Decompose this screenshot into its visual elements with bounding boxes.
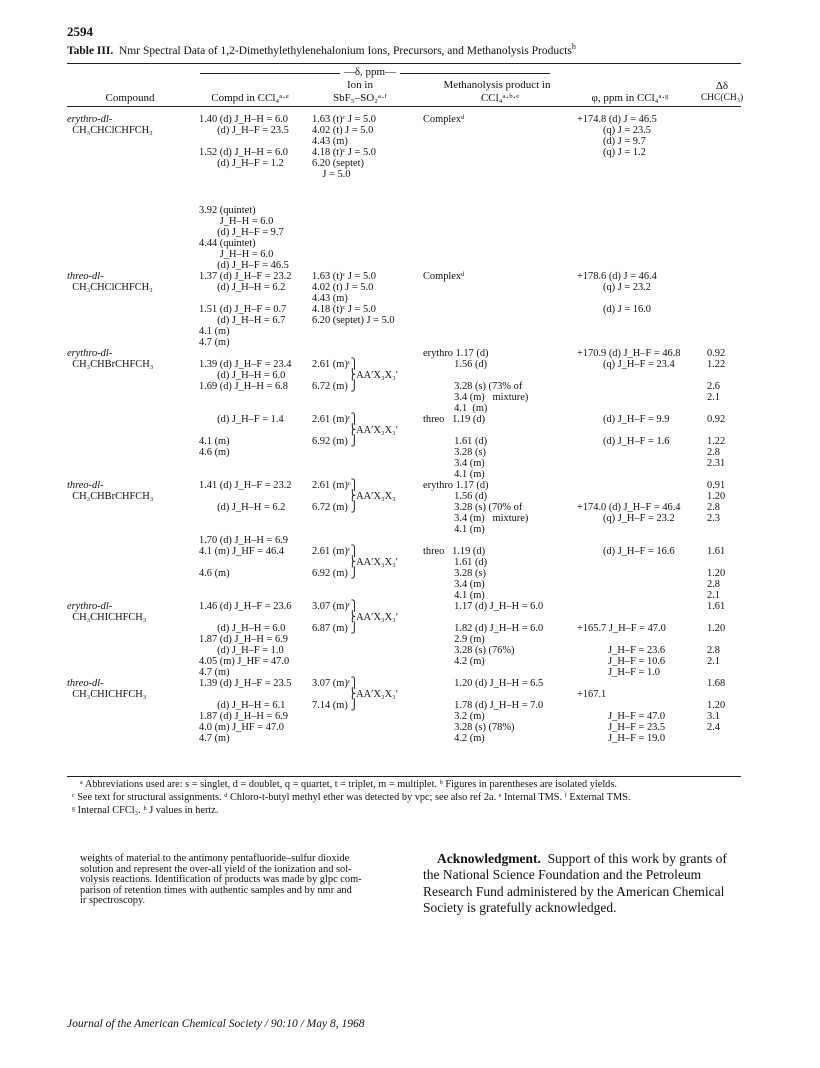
header-methanolysis-line1: Methanolysis product in (443, 79, 551, 91)
cell-methanolysis: 4.2 (m) (423, 656, 485, 667)
cell-delta-delta: 2.3 (707, 513, 720, 524)
cell-ion-sbf5: 4.43 (m) (312, 136, 348, 147)
journal-footer: Journal of the American Chemical Society / 90:10 / May 8, 1968 (67, 1018, 365, 1030)
cell-compound: CH₃CHBrCHFCH₃ (67, 359, 154, 370)
table-caption: Nmr Spectral Data of 1,2-Dimethylethylenehalonium Ions, Precursors, and Methanolysis Products (119, 45, 572, 57)
cell-delta-delta: 2.8 (707, 645, 720, 656)
delta-span-rule-left (200, 73, 340, 74)
cell-delta-delta: 2.6 (707, 381, 720, 392)
cell-methanolysis: 1.56 (d) (423, 491, 488, 502)
cell-phi: (q) J_H–F = 23.4 (577, 359, 675, 370)
cell-methanolysis: 1.17 (d) J_H–H = 6.0 (423, 601, 544, 612)
cell-compd-ccl4: 1.40 (d) J_H–H = 6.0 (199, 114, 288, 125)
cell-compd-ccl4: 4.6 (m) (199, 447, 230, 458)
cell-compd-ccl4: 4.7 (m) (199, 337, 230, 348)
table-footnote: ᶜ See text for structural assignments. ᵈ Chloro-t-butyl methyl ether was detected by vpc; see also ref 2a. ᵉ Internal TMS. ᶠ External TMS. (72, 792, 631, 803)
cell-compd-ccl4: 4.1 (m) (199, 436, 230, 447)
cell-phi: (q) J = 23.5 (577, 125, 651, 136)
cell-phi: (q) J = 23.2 (577, 282, 651, 293)
page-number: 2594 (67, 24, 93, 39)
cell-ion-sbf5: ⎬AA′X₃X₃′ (312, 689, 398, 700)
cell-delta-delta: 1.61 (707, 546, 726, 557)
cell-ion-sbf5: J = 5.0 (312, 169, 351, 180)
cell-methanolysis: 3.28 (s) (76%) (423, 645, 515, 656)
cell-compound: erythro-dl- (67, 114, 113, 125)
cell-phi: +174.0 (d) J_H–F = 46.4 (577, 502, 681, 513)
acknowledgment-line: the National Science Foundation and the Petroleum (423, 867, 702, 883)
table-bottom-rule (67, 776, 741, 777)
cell-delta-delta: 0.92 (707, 414, 726, 425)
cell-phi: (q) J_H–F = 23.2 (577, 513, 675, 524)
cell-phi: J_H–F = 19.0 (577, 733, 666, 744)
cell-compd-ccl4: (d) J_H–F = 1.4 (199, 414, 284, 425)
cell-compd-ccl4: 4.0 (m) J_HF = 47.0 (199, 722, 284, 733)
cell-methanolysis: 2.9 (m) (423, 634, 485, 645)
cell-compound: CH₃CHClCHFCH₃ (67, 125, 153, 136)
body-line: parison of retention times with authentic samples and by nmr and (80, 884, 352, 896)
cell-ion-sbf5: ⎬AA′X₃X₃′ (312, 425, 398, 436)
cell-compd-ccl4: (d) J_H–H = 6.0 (199, 623, 286, 634)
cell-compd-ccl4: 1.87 (d) J_H–H = 6.9 (199, 711, 288, 722)
cell-compd-ccl4: 1.70 (d) J_H–H = 6.9 (199, 535, 288, 546)
cell-compd-ccl4: (d) J_H–F = 46.5 (199, 260, 289, 271)
cell-ion-sbf5: 4.18 (t)ᶜ J = 5.0 (312, 147, 376, 158)
cell-ion-sbf5: 6.72 (m) ⎭ (312, 502, 359, 513)
cell-compd-ccl4: 1.52 (d) J_H–H = 6.0 (199, 147, 288, 158)
cell-phi: (d) J = 9.7 (577, 136, 646, 147)
cell-compd-ccl4: 1.51 (d) J_H–F = 0.7 (199, 304, 287, 315)
cell-compound: threo-dl- (67, 678, 104, 689)
cell-methanolysis: 1.61 (d) (423, 557, 488, 568)
cell-delta-delta: 2.8 (707, 502, 720, 513)
cell-ion-sbf5: 1.63 (t)ᶜ J = 5.0 (312, 271, 376, 282)
cell-methanolysis: 4.1 (m) (423, 403, 488, 414)
cell-methanolysis: 1.61 (d) (423, 436, 488, 447)
cell-delta-delta: 2.1 (707, 590, 720, 601)
cell-delta-delta: 1.20 (707, 623, 726, 634)
cell-ion-sbf5: 3.07 (m)ᶜ⎫ (312, 678, 359, 689)
cell-ion-sbf5: 7.14 (m) ⎭ (312, 700, 359, 711)
cell-ion-sbf5: 2.61 (m)ᶜ⎫ (312, 414, 359, 425)
header-methanolysis-line2: CCl₄ᵃ·ᵇ·ᵉ (480, 92, 520, 104)
cell-methanolysis: Complexᵈ (423, 114, 465, 125)
cell-compound: threo-dl- (67, 480, 104, 491)
body-line: ir spectroscopy. (80, 895, 146, 907)
cell-phi: +178.6 (d) J = 46.4 (577, 271, 657, 282)
cell-phi: J_H–F = 23.5 (577, 722, 666, 733)
cell-phi: (d) J_H–F = 9.9 (577, 414, 670, 425)
cell-methanolysis: 3.28 (s) (70% of (423, 502, 523, 513)
cell-ion-sbf5: 4.43 (m) (312, 293, 348, 304)
cell-phi: J_H–F = 1.0 (577, 667, 660, 678)
cell-compd-ccl4: 4.7 (m) (199, 733, 230, 744)
table-top-rule (67, 63, 741, 64)
cell-phi: (d) J_H–F = 16.6 (577, 546, 675, 557)
cell-compd-ccl4: J_H–H = 6.0 (199, 216, 274, 227)
cell-ion-sbf5: 4.02 (t) J = 5.0 (312, 282, 374, 293)
cell-ion-sbf5: 6.20 (septet) J = 5.0 (312, 315, 395, 326)
cell-ion-sbf5: ⎬AA′X₃X₃′ (312, 370, 398, 381)
header-compound: Compound (105, 92, 155, 104)
cell-ion-sbf5: 1.63 (t)ᶜ J = 5.0 (312, 114, 376, 125)
cell-delta-delta: 2.4 (707, 722, 720, 733)
header-delta-ppm: —δ, ppm— (343, 66, 397, 78)
cell-phi: J_H–F = 23.6 (577, 645, 666, 656)
cell-compd-ccl4: J_H–H = 6.0 (199, 249, 274, 260)
header-delta-delta: Δδ (715, 80, 729, 92)
cell-compd-ccl4: 1.39 (d) J_H–F = 23.4 (199, 359, 292, 370)
cell-compd-ccl4: (d) J_H–H = 6.1 (199, 700, 286, 711)
header-compd-in-ccl4: Compd in CCl₄ᵃ·ᵉ (211, 92, 289, 104)
cell-compd-ccl4: 4.05 (m) J_HF = 47.0 (199, 656, 290, 667)
cell-methanolysis: 3.4 (m) (423, 458, 485, 469)
cell-phi: +167.1 (577, 689, 607, 700)
cell-methanolysis: threo 1.19 (d) (423, 546, 486, 557)
cell-methanolysis: 4.1 (m) (423, 469, 485, 480)
cell-compd-ccl4: 1.87 (d) J_H–H = 6.9 (199, 634, 288, 645)
header-ion-line1: Ion in (347, 79, 373, 91)
cell-ion-sbf5: 6.92 (m) ⎭ (312, 568, 359, 579)
cell-methanolysis: 1.56 (d) (423, 359, 488, 370)
cell-methanolysis: 4.1 (m) (423, 590, 485, 601)
table-title (67, 42, 576, 57)
cell-compd-ccl4: (d) J_H–H = 6.2 (199, 502, 286, 513)
cell-compd-ccl4: (d) J_H–H = 6.2 (199, 282, 286, 293)
cell-compd-ccl4: 1.46 (d) J_H–F = 23.6 (199, 601, 292, 612)
cell-methanolysis: 3.4 (m) mixture) (423, 513, 529, 524)
cell-methanolysis: erythro 1.17 (d) (423, 480, 489, 491)
cell-compd-ccl4: (d) J_H–F = 23.5 (199, 125, 289, 136)
cell-methanolysis: 3.4 (m) mixture) (423, 392, 529, 403)
cell-ion-sbf5: 4.02 (t) J = 5.0 (312, 125, 374, 136)
cell-compound: CH₃CHBrCHFCH₃ (67, 491, 154, 502)
cell-ion-sbf5: 2.61 (m)ᶜ⎫ (312, 359, 359, 370)
acknowledgment-line: Society is gratefully acknowledged. (423, 899, 617, 915)
body-paragraph-left (80, 854, 410, 907)
cell-methanolysis: erythro 1.17 (d) (423, 348, 489, 359)
cell-ion-sbf5: 2.61 (m)ᶜ⎫ (312, 480, 359, 491)
cell-methanolysis: 3.28 (s) (423, 568, 486, 579)
cell-delta-delta: 1.20 (707, 568, 726, 579)
body-line: solution and represent the over-all yield of the ionization and sol- (80, 863, 352, 875)
acknowledgment-line: Acknowledgment. Support of this work by grants of (437, 851, 727, 866)
cell-delta-delta: 3.1 (707, 711, 720, 722)
cell-ion-sbf5: 6.87 (m) ⎭ (312, 623, 359, 634)
cell-ion-sbf5: 6.72 (m) ⎭ (312, 381, 359, 392)
table-label: Table III. (67, 45, 114, 57)
cell-delta-delta: 0.91 (707, 480, 726, 491)
cell-compound: erythro-dl- (67, 601, 113, 612)
cell-delta-delta: 1.68 (707, 678, 726, 689)
cell-methanolysis: 1.20 (d) J_H–H = 6.5 (423, 678, 544, 689)
cell-compound: CH₃CHClCHFCH₃ (67, 282, 153, 293)
body-line: volysis reactions. Identification of products was made by glpc com- (80, 874, 362, 886)
cell-phi: +174.8 (d) J = 46.5 (577, 114, 657, 125)
cell-methanolysis: Complexᵈ (423, 271, 465, 282)
cell-compd-ccl4: 4.6 (m) (199, 568, 230, 579)
table-header-rule (67, 106, 741, 107)
cell-compd-ccl4: (d) J_H–H = 6.7 (199, 315, 286, 326)
cell-delta-delta: 2.8 (707, 579, 720, 590)
cell-compound: CH₃CHICHFCH₃ (67, 689, 147, 700)
cell-compound: CH₃CHICHFCH₃ (67, 612, 147, 623)
acknowledgment-line: Research Fund administered by the American Chemical (423, 883, 725, 899)
cell-compd-ccl4: 4.44 (quintet) (199, 238, 256, 249)
cell-ion-sbf5: 4.18 (t)ᶜ J = 5.0 (312, 304, 376, 315)
table-title-footnote-mark: h (571, 42, 576, 52)
cell-phi: (q) J = 1.2 (577, 147, 646, 158)
cell-methanolysis: 1.82 (d) J_H–H = 6.0 (423, 623, 544, 634)
cell-phi: J_H–F = 47.0 (577, 711, 666, 722)
cell-ion-sbf5: 6.20 (septet) (312, 158, 364, 169)
cell-methanolysis: 3.28 (s) (423, 447, 486, 458)
cell-compd-ccl4: 1.69 (d) J_H–H = 6.8 (199, 381, 288, 392)
table-footnote: ᵃ Abbreviations used are: s = singlet, d = doublet, q = quartet, t = triplet, m = multiplet. ᵇ Figures in parentheses are isolated yields. (80, 779, 617, 790)
cell-delta-delta: 0.92 (707, 348, 726, 359)
cell-delta-delta: 2.1 (707, 392, 720, 403)
cell-phi: +170.9 (d) J_H–F = 46.8 (577, 348, 681, 359)
cell-delta-delta: 1.61 (707, 601, 726, 612)
cell-methanolysis: 3.4 (m) (423, 579, 485, 590)
cell-compound: erythro-dl- (67, 348, 113, 359)
cell-delta-delta: 1.20 (707, 700, 726, 711)
cell-compd-ccl4: 4.7 (m) (199, 667, 230, 678)
cell-methanolysis: threo 1.19 (d) (423, 414, 486, 425)
cell-ion-sbf5: 2.61 (m)ᶜ⎫ (312, 546, 359, 557)
cell-compd-ccl4: 3.92 (quintet) (199, 205, 256, 216)
cell-phi: (d) J = 16.0 (577, 304, 651, 315)
cell-delta-delta: 2.31 (707, 458, 726, 469)
cell-compd-ccl4: (d) J_H–F = 1.0 (199, 645, 284, 656)
cell-methanolysis: 3.28 (s) (78%) (423, 722, 515, 733)
delta-span-rule-right (400, 73, 550, 74)
cell-ion-sbf5: 6.92 (m) ⎭ (312, 436, 359, 447)
cell-delta-delta: 1.22 (707, 359, 726, 370)
cell-delta-delta: 1.22 (707, 436, 726, 447)
header-ion-line2: SbF₅–SO₂ᵃ·ᶠ (333, 92, 387, 104)
cell-ion-sbf5: 3.07 (m)ᶜ⎫ (312, 601, 359, 612)
cell-ion-sbf5: ⎬AA′X₃X₃′ (312, 612, 398, 623)
cell-compd-ccl4: 4.1 (m) J_HF = 46.4 (199, 546, 284, 557)
cell-delta-delta: 2.8 (707, 447, 720, 458)
header-chc-ch3: CHC(CH₃) (700, 93, 744, 103)
cell-phi: J_H–F = 10.6 (577, 656, 666, 667)
cell-methanolysis: 3.28 (s) (73% of (423, 381, 523, 392)
cell-phi: (d) J_H–F = 1.6 (577, 436, 670, 447)
body-line: weights of material to the antimony pentafluoride–sulfur dioxide (80, 853, 350, 864)
cell-phi: +165.7 J_H–F = 47.0 (577, 623, 666, 634)
cell-ion-sbf5: ⎬AA′X₃X₃ (312, 491, 396, 502)
cell-compd-ccl4: (d) J_H–F = 9.7 (199, 227, 284, 238)
cell-compd-ccl4: (d) J_H–H = 6.0 (199, 370, 286, 381)
cell-compd-ccl4: (d) J_H–F = 1.2 (199, 158, 284, 169)
cell-compd-ccl4: 1.37 (d) J_H–F = 23.2 (199, 271, 292, 282)
table-footnote: ᵍ Internal CFCl₃. ʰ J values in hertz. (72, 805, 219, 816)
cell-methanolysis: 1.78 (d) J_H–H = 7.0 (423, 700, 544, 711)
cell-compound: threo-dl- (67, 271, 104, 282)
cell-delta-delta: 1.20 (707, 491, 726, 502)
cell-methanolysis: 3.2 (m) (423, 711, 485, 722)
header-phi: φ, ppm in CCl₄ᵃ·ᵍ (591, 92, 669, 104)
cell-compd-ccl4: 1.41 (d) J_H–F = 23.2 (199, 480, 292, 491)
cell-delta-delta: 2.1 (707, 656, 720, 667)
cell-compd-ccl4: 1.39 (d) J_H–F = 23.5 (199, 678, 292, 689)
cell-compd-ccl4: 4.1 (m) (199, 326, 230, 337)
cell-methanolysis: 4.1 (m) (423, 524, 485, 535)
cell-methanolysis: 4.2 (m) (423, 733, 485, 744)
cell-ion-sbf5: ⎬AA′X₃X₃′ (312, 557, 398, 568)
acknowledgment-heading: Acknowledgment. (437, 851, 541, 866)
acknowledgment-paragraph (423, 851, 748, 916)
